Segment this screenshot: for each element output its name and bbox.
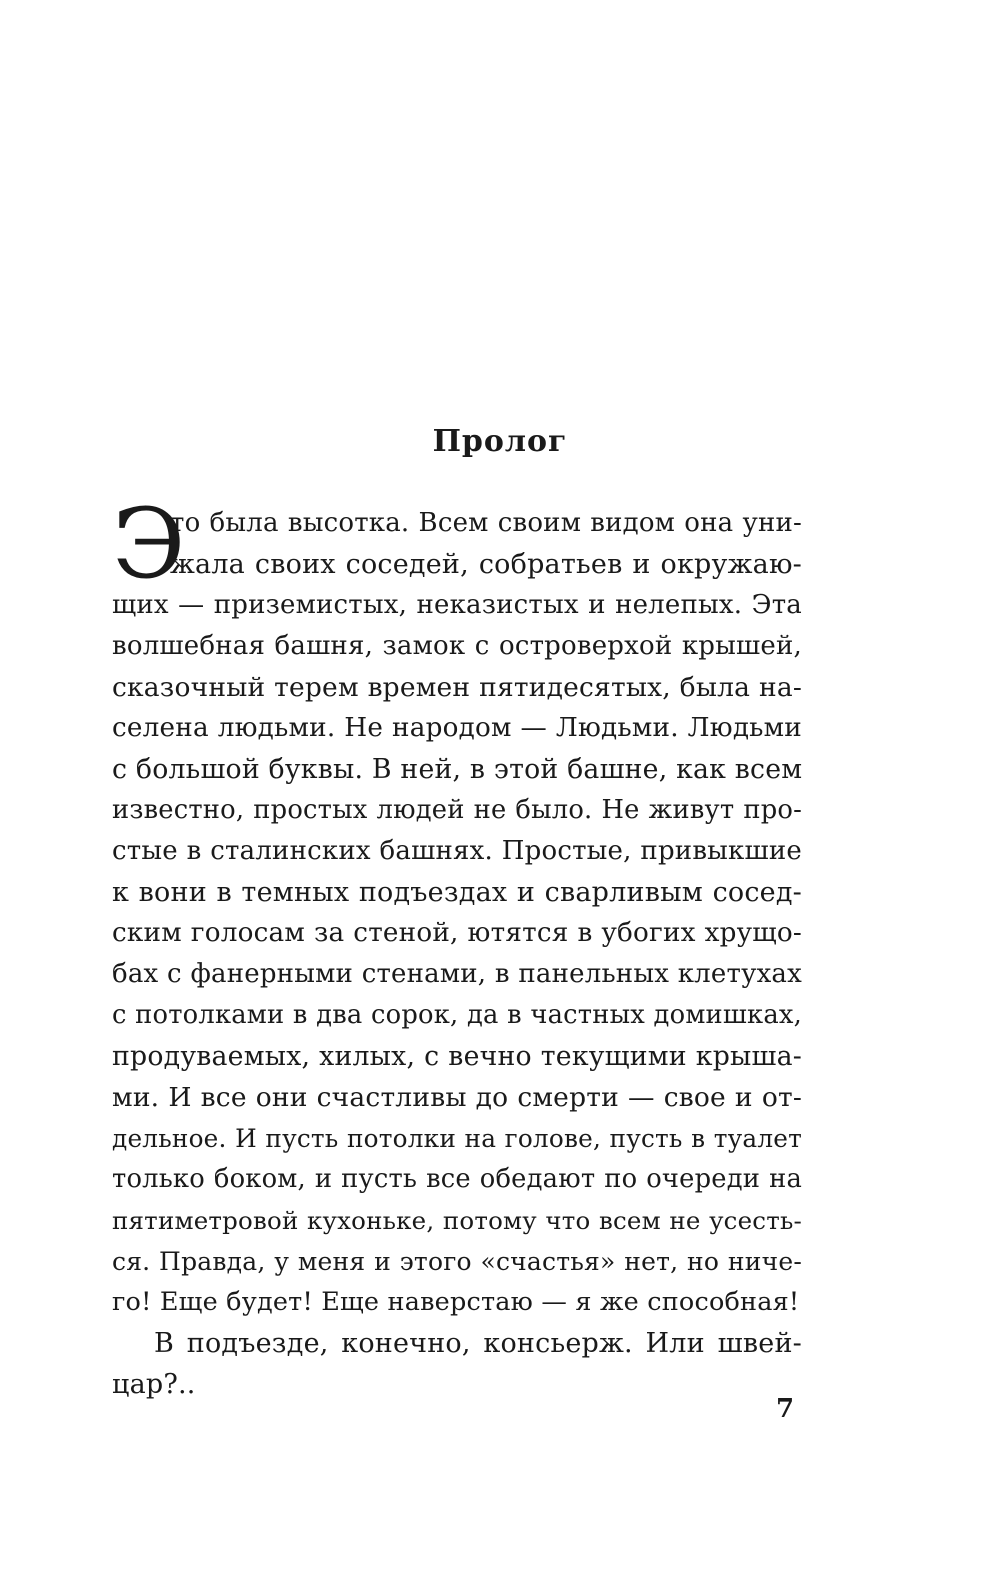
text-line: с большой буквы. В ней, в этой башне, как всем <box>112 754 803 785</box>
text-line: ся. Правда, у меня и этого «счастья» нет, но ниче- <box>112 1247 802 1276</box>
chapter-text <box>112 488 803 1405</box>
text-line: В подъезде, конечно, консьерж. Или швей- <box>154 1328 802 1359</box>
text-line: с потолками в два сорок, да в частных домишках, <box>112 1000 802 1030</box>
text-line: дельное. И пусть потолки на голове, пусть в туалет <box>112 1124 802 1153</box>
text-line: волшебная башня, замок с островерхой крышей, <box>112 631 802 661</box>
text-line: стые в сталинских башнях. Простые, привыкшие <box>112 836 802 866</box>
text-line: сказочный терем времен пятидесятых, была на- <box>112 672 802 703</box>
text-line: селена людьми. Не народом — Людьми. Людьми <box>112 713 802 743</box>
text-line: щих — приземистых, неказистых и нелепых. Эта <box>112 590 802 620</box>
text-line: к вони в темных подъездах и сварливым сосед- <box>112 877 802 908</box>
text-line: известно, простых людей не было. Не живут про- <box>112 795 802 825</box>
text-line: жала своих соседей, собратьев и окружаю- <box>170 549 802 580</box>
text-line: только боком, и пусть все обедают по очереди на <box>112 1164 802 1194</box>
text-line: цар?.. <box>112 1369 196 1400</box>
text-line: продуваемых, хилых, с вечно текущими крыша- <box>112 1041 802 1072</box>
text-line: пятиметровой кухоньке, потому что всем не усесть- <box>112 1206 802 1235</box>
text-line: бах с фанерными стенами, в панельных клетухах <box>112 959 802 989</box>
text-line: ми. И все они счастливы до смерти — свое и от- <box>112 1082 802 1113</box>
page-number: 7 <box>776 1394 795 1424</box>
chapter-title: Пролог <box>432 424 568 459</box>
text-line: го! Еще будет! Еще наверстаю — я же способная! <box>112 1287 800 1317</box>
text-line: то была высотка. Всем своим видом она уни- <box>170 508 802 538</box>
drop-cap: Э <box>112 488 186 600</box>
text-line: ским голосам за стеной, ютятся в убогих хрущо- <box>112 918 802 948</box>
